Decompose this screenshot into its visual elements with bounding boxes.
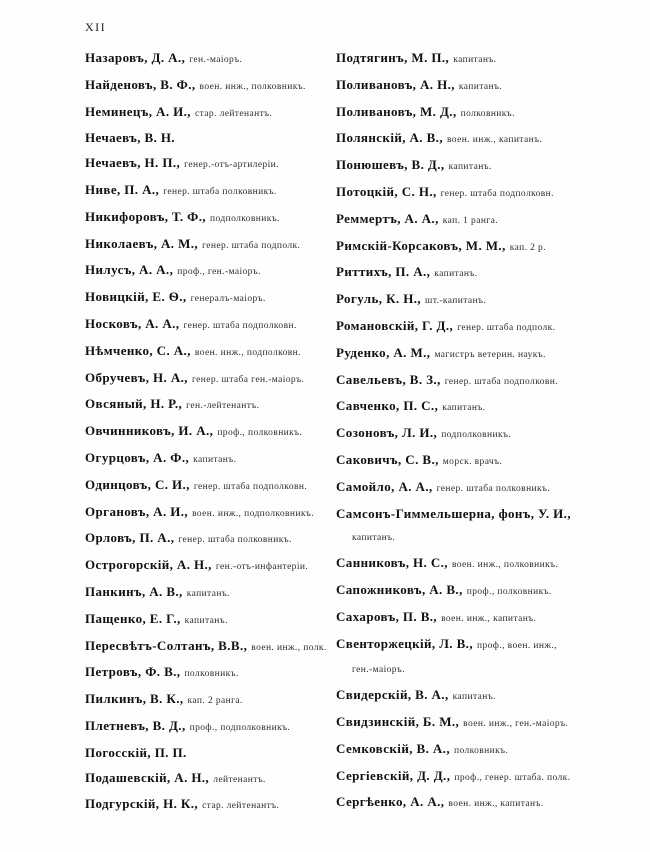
entry-rank: ген.-лейтенантъ.	[186, 401, 260, 412]
list-item	[85, 796, 347, 814]
entry-rank: подполковникъ.	[441, 430, 512, 441]
entry-rank: капитанъ.	[458, 81, 503, 92]
list-item	[85, 611, 347, 629]
entry-name: Савельевъ, В. З.,	[336, 371, 441, 387]
entry-rank: подполковникъ.	[210, 213, 280, 224]
entry-rank: стар. лейтенантъ.	[202, 801, 280, 812]
list-item	[85, 638, 347, 656]
entry-rank: ген.-маіоръ.	[189, 55, 243, 65]
list-item	[85, 504, 347, 522]
entry-rank: капитанъ.	[448, 162, 492, 173]
entry-name: Самсонъ-Гиммельшерна, фонъ, У. И.,	[336, 505, 571, 521]
entry-rank: проф., полковникъ.	[466, 586, 552, 597]
entry-rank: шт.-капитанъ.	[425, 296, 487, 307]
list-item	[336, 318, 598, 336]
list-item	[85, 691, 347, 709]
list-item	[336, 238, 598, 256]
entry-name: Сергѣенко, А. А.,	[336, 794, 445, 810]
entry-rank: генер.-отъ-артилеріи.	[184, 160, 279, 171]
list-item	[336, 184, 598, 202]
entry-rank: воен. инж., полковникъ.	[199, 81, 306, 92]
entry-rank: генер. штаба подполковн.	[183, 320, 297, 331]
list-item	[85, 718, 347, 736]
list-item	[336, 452, 598, 470]
list-item	[85, 50, 347, 68]
entry-name: Созоновъ, Л. И.,	[336, 425, 438, 441]
entry-name: Орловъ, П. А.,	[85, 530, 175, 546]
list-item	[85, 182, 347, 200]
entry-rank: генер. штаба подполковн.	[193, 481, 308, 492]
list-item	[336, 506, 598, 547]
list-item	[336, 130, 598, 148]
entry-name: Свидзинскій, Б. М.,	[336, 713, 460, 729]
entry-rank: лейтенантъ.	[213, 774, 266, 785]
list-item	[85, 664, 347, 682]
list-item	[85, 316, 347, 334]
entry-rank: воен. инж., подполковникъ.	[192, 508, 314, 519]
entry-rank: воен. инж., ген.-маіоръ.	[463, 718, 569, 729]
list-item	[85, 477, 347, 495]
entry-rank: генер. штаба полковникъ.	[436, 483, 551, 494]
list-item	[85, 370, 347, 388]
entry-name: Плетневъ, В. Д.,	[85, 717, 186, 733]
entry-rank: воен. инж., подполковн.	[194, 347, 301, 358]
entry-name: Нечаевъ, Н. П.,	[85, 155, 181, 171]
entry-name: Погосскій, П. П.	[85, 744, 187, 760]
entry-name: Овчинниковъ, И. А.,	[85, 423, 214, 439]
entry-name: Нилусъ, А. А.,	[85, 262, 174, 278]
entry-rank: полковникъ.	[453, 745, 509, 756]
list-item	[336, 372, 598, 390]
entry-rank: капитанъ.	[453, 55, 497, 65]
entry-name: Обручевъ, Н. А.,	[85, 369, 188, 385]
list-item	[336, 794, 598, 812]
entry-name: Семковскій, В. А.,	[336, 740, 450, 756]
entry-rank: кап. 1 ранга.	[442, 215, 498, 226]
entry-name: Сергіевскій, Д. Д.,	[336, 767, 451, 783]
entry-rank: проф., воен. инж.,	[476, 640, 557, 651]
list-item	[336, 687, 598, 705]
entry-name: Пащенко, Е. Г.,	[85, 610, 181, 626]
list-item	[85, 209, 347, 227]
entry-rank: кап. 2 ранга.	[187, 696, 243, 707]
list-item	[336, 768, 598, 786]
list-item	[336, 741, 598, 759]
list-item	[85, 262, 347, 280]
entry-name: Панкинъ, А. В.,	[85, 583, 183, 599]
entry-rank: воен. инж., полк.	[251, 642, 327, 653]
entry-name: Поливановъ, М. Д.,	[336, 103, 457, 119]
entry-name: Саковичъ, С. В.,	[336, 451, 439, 467]
list-item	[85, 130, 347, 146]
entry-name: Сапожниковъ, А. В.,	[336, 581, 463, 597]
entry-rank: капитанъ.	[442, 403, 486, 414]
entry-name: Неминецъ, А. И.,	[85, 103, 191, 119]
entry-name: Самойло, А. А.,	[336, 478, 433, 494]
page-number: XII	[85, 20, 107, 34]
list-item	[85, 396, 347, 414]
entry-name: Одинцовъ, С. И.,	[85, 476, 190, 492]
list-item	[85, 584, 347, 602]
entry-name: Руденко, А. М.,	[336, 344, 431, 360]
entry-rank: полковникъ.	[184, 669, 239, 680]
entry-rank: магистръ ветерин. наукъ.	[434, 349, 546, 360]
entry-name: Рогуль, К. Н.,	[336, 291, 422, 307]
list-item	[85, 155, 347, 173]
entry-name: Понюшевъ, В. Д.,	[336, 157, 445, 173]
entry-name: Овсяный, Н. Р.,	[85, 396, 183, 412]
list-item	[336, 77, 598, 95]
entry-name: Огурцовъ, А. Ф.,	[85, 449, 190, 465]
entry-name: Поливановъ, А. Н.,	[336, 76, 455, 92]
entry-rank: капитанъ.	[434, 269, 478, 280]
entry-name: Свенторжецкій, Л. В.,	[336, 635, 473, 651]
entry-name: Санниковъ, Н. С.,	[336, 555, 448, 571]
entry-rank-line2: ген.-маіоръ.	[352, 665, 406, 676]
entry-rank: стар. лейтенантъ.	[194, 108, 273, 119]
entry-name: Острогорскій, А. Н.,	[85, 557, 212, 573]
entry-rank: генер. штаба подполковн.	[440, 188, 554, 199]
list-item	[336, 425, 598, 443]
entry-name: Реммертъ, А. А.,	[336, 210, 439, 226]
list-item	[336, 264, 598, 282]
entry-name: Назаровъ, Д. А.,	[85, 50, 186, 65]
entry-name: Нѣмченко, С. А.,	[85, 342, 191, 358]
entry-name: Риттихъ, П. А.,	[336, 264, 431, 280]
list-item	[85, 745, 347, 761]
entry-name: Найденовъ, В. Ф.,	[85, 76, 196, 92]
list-item	[336, 345, 598, 363]
list-item	[85, 343, 347, 361]
entry-rank: капитанъ.	[452, 692, 496, 703]
list-item	[336, 50, 598, 68]
entry-name: Подтягинъ, М. П.,	[336, 50, 450, 65]
entry-rank: генер. штаба подполк.	[457, 322, 556, 333]
entry-name: Романовскій, Г. Д.,	[336, 317, 454, 333]
entry-rank: проф., генер. штаба. полк.	[454, 772, 571, 783]
entry-name: Пересвѣтъ-Солтанъ, В.В.,	[85, 637, 248, 653]
entry-name: Подгурскій, Н. К.,	[85, 796, 199, 812]
entry-name: Николаевъ, А. М.,	[85, 235, 199, 251]
entry-rank: ген.-отъ-инфантеріи.	[215, 562, 309, 573]
entry-rank: кап. 2 р.	[509, 242, 546, 253]
list-item	[336, 555, 598, 573]
entry-rank: морск. врачъ.	[442, 456, 503, 467]
entry-name: Римскій-Корсаковъ, М. М.,	[336, 237, 506, 253]
entry-rank: воен. инж., полковникъ.	[451, 560, 559, 571]
list-item	[336, 398, 598, 416]
entry-name: Пилкинъ, В. К.,	[85, 691, 184, 707]
entry-rank: проф., подполковникъ.	[189, 722, 291, 733]
entry-rank: капитанъ.	[193, 454, 237, 465]
list-item	[336, 291, 598, 309]
list-item	[85, 450, 347, 468]
list-item	[85, 289, 347, 307]
entry-rank: капитанъ.	[184, 615, 228, 626]
entry-name: Сахаровъ, П. В.,	[336, 608, 438, 624]
entry-name: Нечаевъ, В. Н.	[85, 130, 176, 146]
list-item	[85, 423, 347, 441]
entry-rank-line2: капитанъ.	[352, 533, 396, 544]
entry-rank: генер. штаба подполк.	[202, 240, 301, 251]
list-item	[336, 211, 598, 229]
entry-rank: генералъ-маіоръ.	[190, 294, 266, 305]
name-list-column-left	[85, 50, 347, 823]
entry-rank: воен. инж., капитанъ.	[446, 135, 543, 146]
entry-rank: воен. инж., капитанъ.	[441, 613, 537, 624]
entry-rank: воен. инж., капитанъ.	[448, 799, 544, 810]
entry-rank: генер. штаба полковникъ.	[178, 535, 292, 546]
list-item	[336, 609, 598, 627]
entry-name: Новицкій, Е. Ѳ.,	[85, 289, 187, 305]
list-item	[85, 530, 347, 548]
list-item	[336, 157, 598, 175]
entry-name: Свидерскій, В. А.,	[336, 687, 449, 703]
entry-name: Носковъ, А. А.,	[85, 315, 180, 331]
entry-name: Полянскій, А. В.,	[336, 130, 443, 146]
list-item	[85, 236, 347, 254]
entry-rank: полковникъ.	[460, 108, 515, 119]
list-item	[85, 770, 347, 788]
entry-rank: генер. штаба полковникъ.	[163, 186, 277, 197]
entry-rank: проф., полковникъ.	[217, 428, 303, 439]
list-item	[336, 479, 598, 497]
entry-name: Петровъ, Ф. В.,	[85, 664, 181, 680]
entry-rank: капитанъ.	[186, 588, 230, 599]
name-list-column-right	[336, 50, 598, 821]
list-item	[85, 104, 347, 122]
list-item	[336, 582, 598, 600]
list-item	[85, 77, 347, 95]
list-item	[336, 714, 598, 732]
entry-name: Савченко, П. С.,	[336, 398, 439, 414]
list-item	[336, 636, 598, 679]
entry-name: Потоцкій, С. Н.,	[336, 183, 437, 199]
entry-name: Никифоровъ, Т. Ф.,	[85, 208, 206, 224]
list-item	[85, 557, 347, 575]
list-item	[336, 104, 598, 122]
entry-name: Органовъ, А. И.,	[85, 503, 189, 519]
entry-rank: проф., ген.-маіоръ.	[177, 267, 261, 278]
entry-rank: генер. штаба подполковн.	[444, 376, 559, 387]
entry-name: Ниве, П. А.,	[85, 181, 160, 197]
entry-rank: генер. штаба ген.-маіоръ.	[191, 374, 305, 385]
entry-name: Подашевскій, А. Н.,	[85, 769, 210, 785]
